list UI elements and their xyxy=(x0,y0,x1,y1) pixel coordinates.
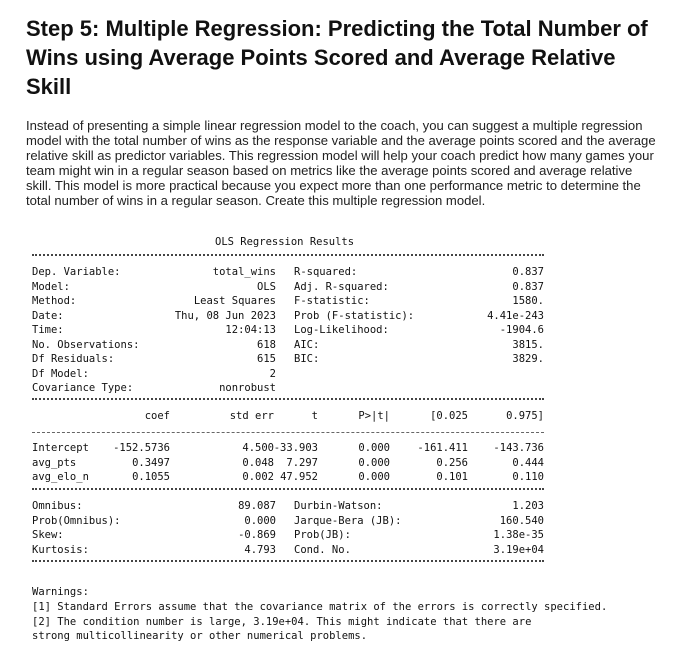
coef-cell: 0.000 xyxy=(358,442,390,454)
summary-value: 12:04:13 xyxy=(225,324,276,336)
coef-cell: 0.002 xyxy=(242,471,274,483)
summary-value: 0.837 xyxy=(512,266,544,278)
summary-row xyxy=(32,310,544,324)
summary-value: 2 xyxy=(269,367,276,380)
term-name: avg_pts xyxy=(32,456,77,469)
coef-cell: 0.444 xyxy=(512,456,544,469)
summary-value: -1904.6 xyxy=(499,324,544,336)
diagnostic-label: Durbin-Watson: xyxy=(294,500,383,512)
coef-cell: 7.297 xyxy=(286,456,318,469)
diagnostic-label: Omnibus: xyxy=(32,500,83,512)
separator xyxy=(32,560,544,562)
summary-value: 3815. xyxy=(512,338,544,351)
separator xyxy=(32,432,544,433)
diagnostic-value: 1.203 xyxy=(512,500,544,512)
coef-header: coef xyxy=(144,410,170,422)
summary-row xyxy=(32,281,544,295)
diagnostic-value: 3.19e+04 xyxy=(493,543,544,556)
summary-label: Dep. Variable: xyxy=(32,266,121,278)
diagnostic-label: Cond. No. xyxy=(294,543,351,556)
table-row xyxy=(32,442,544,456)
summary-label: Model: xyxy=(32,280,70,293)
summary-row xyxy=(32,382,544,396)
diagnostic-row xyxy=(32,544,544,558)
stderr-header: std err xyxy=(229,410,274,422)
table-row xyxy=(32,471,544,485)
intro-paragraph: Instead of presenting a simple linear regression model to the coach, you can suggest a multiple regression model with the total number of wins as the response variable and the average points scored and the average relative skill as predictor variables. This regression model will help your coach predict how many games your team might win in a regular season based on metrics like the average points scored and average relative skill. This model is more practical because you expect more than one performance metric to determine the total number of wins in a regular season. Create this multiple regression model. xyxy=(26,118,656,209)
summary-value: 0.837 xyxy=(512,280,544,293)
coef-cell: 0.101 xyxy=(436,471,468,483)
t-header: t xyxy=(311,410,318,422)
diagnostic-row xyxy=(32,529,544,543)
diagnostic-value: 160.540 xyxy=(499,514,544,527)
summary-value: 3829. xyxy=(512,353,544,365)
diagnostic-value: 4.793 xyxy=(244,543,276,556)
diagnostic-label: Kurtosis: xyxy=(32,543,89,556)
summary-label: BIC: xyxy=(294,353,320,365)
summary-row xyxy=(32,368,544,382)
coef-cell: 0.3497 xyxy=(132,456,170,469)
term-name: Intercept xyxy=(32,442,89,454)
coef-cell: -161.411 xyxy=(417,442,468,454)
coef-cell: 0.1055 xyxy=(132,471,170,483)
summary-row xyxy=(32,339,544,353)
coef-cell: 0.000 xyxy=(358,471,390,483)
diagnostic-label: Skew: xyxy=(32,529,64,541)
summary-label: Adj. R-squared: xyxy=(294,280,389,293)
summary-label: R-squared: xyxy=(294,266,358,278)
coef-cell: -33.903 xyxy=(273,442,318,454)
coef-cell: -143.736 xyxy=(493,442,544,454)
summary-value: 1580. xyxy=(512,295,544,307)
summary-label: Date: xyxy=(32,309,64,322)
coef-cell: -152.5736 xyxy=(113,442,170,454)
coef-cell: 0.000 xyxy=(358,456,390,469)
separator xyxy=(32,488,544,490)
diagnostic-row xyxy=(32,500,544,514)
summary-value: 4.41e-243 xyxy=(487,309,544,322)
coef-cell: 0.110 xyxy=(512,471,544,483)
coef-cell: 0.048 xyxy=(242,456,274,469)
summary-label: Log-Likelihood: xyxy=(294,324,389,336)
ci-high-header: 0.975] xyxy=(506,410,544,422)
summary-row xyxy=(32,266,544,280)
warning-line: strong multicollinearity or other numerical problems. xyxy=(32,630,368,642)
diagnostic-value: -0.869 xyxy=(238,529,276,541)
table-row xyxy=(32,457,544,471)
diagnostic-label: Jarque-Bera (JB): xyxy=(294,514,402,527)
summary-label: Prob (F-statistic): xyxy=(294,309,415,322)
summary-row xyxy=(32,295,544,309)
warning-line: [1] Standard Errors assume that the covariance matrix of the errors is correctly specified. xyxy=(32,601,608,613)
summary-label: AIC: xyxy=(294,338,320,351)
pvalue-header: P>|t| xyxy=(358,410,390,422)
diagnostic-row xyxy=(32,515,544,529)
section-heading: Step 5: Multiple Regression: Predicting the Total Number of Wins using Average Points Scored and Average Relative Skill xyxy=(26,16,648,99)
summary-row xyxy=(32,324,544,338)
diagnostic-value: 1.38e-35 xyxy=(493,529,544,541)
term-name: avg_elo_n xyxy=(32,471,89,483)
summary-label: Covariance Type: xyxy=(32,382,134,394)
summary-label: Df Residuals: xyxy=(32,353,115,365)
summary-row xyxy=(32,353,544,367)
summary-label: Time: xyxy=(32,324,64,336)
summary-label: Df Model: xyxy=(32,367,89,380)
summary-value: nonrobust xyxy=(219,382,276,394)
summary-label: F-statistic: xyxy=(294,295,370,307)
summary-value: Thu, 08 Jun 2023 xyxy=(174,309,276,322)
separator xyxy=(32,398,544,400)
summary-value: Least Squares xyxy=(193,295,276,307)
coef-cell: 47.952 xyxy=(280,471,318,483)
diagnostic-label: Prob(JB): xyxy=(294,529,351,541)
summary-label: Method: xyxy=(32,295,77,307)
warning-line: [2] The condition number is large, 3.19e+04. This might indicate that there are xyxy=(32,616,532,628)
ci-low-header: [0.025 xyxy=(430,410,468,422)
summary-value: total_wins xyxy=(212,266,276,278)
coef-cell: 4.500 xyxy=(242,442,274,454)
diagnostic-label: Prob(Omnibus): xyxy=(32,514,121,527)
diagnostic-value: 0.000 xyxy=(244,514,276,527)
coef-cell: 0.256 xyxy=(436,456,468,469)
coef-header-row xyxy=(32,410,544,424)
summary-label: No. Observations: xyxy=(32,338,140,351)
separator xyxy=(32,254,544,256)
warning-line: Warnings: xyxy=(32,586,89,598)
ols-title: OLS Regression Results xyxy=(215,236,355,248)
summary-value: 618 xyxy=(257,338,276,351)
summary-value: 615 xyxy=(257,353,276,365)
diagnostic-value: 89.087 xyxy=(238,500,276,512)
summary-value: OLS xyxy=(257,280,276,293)
